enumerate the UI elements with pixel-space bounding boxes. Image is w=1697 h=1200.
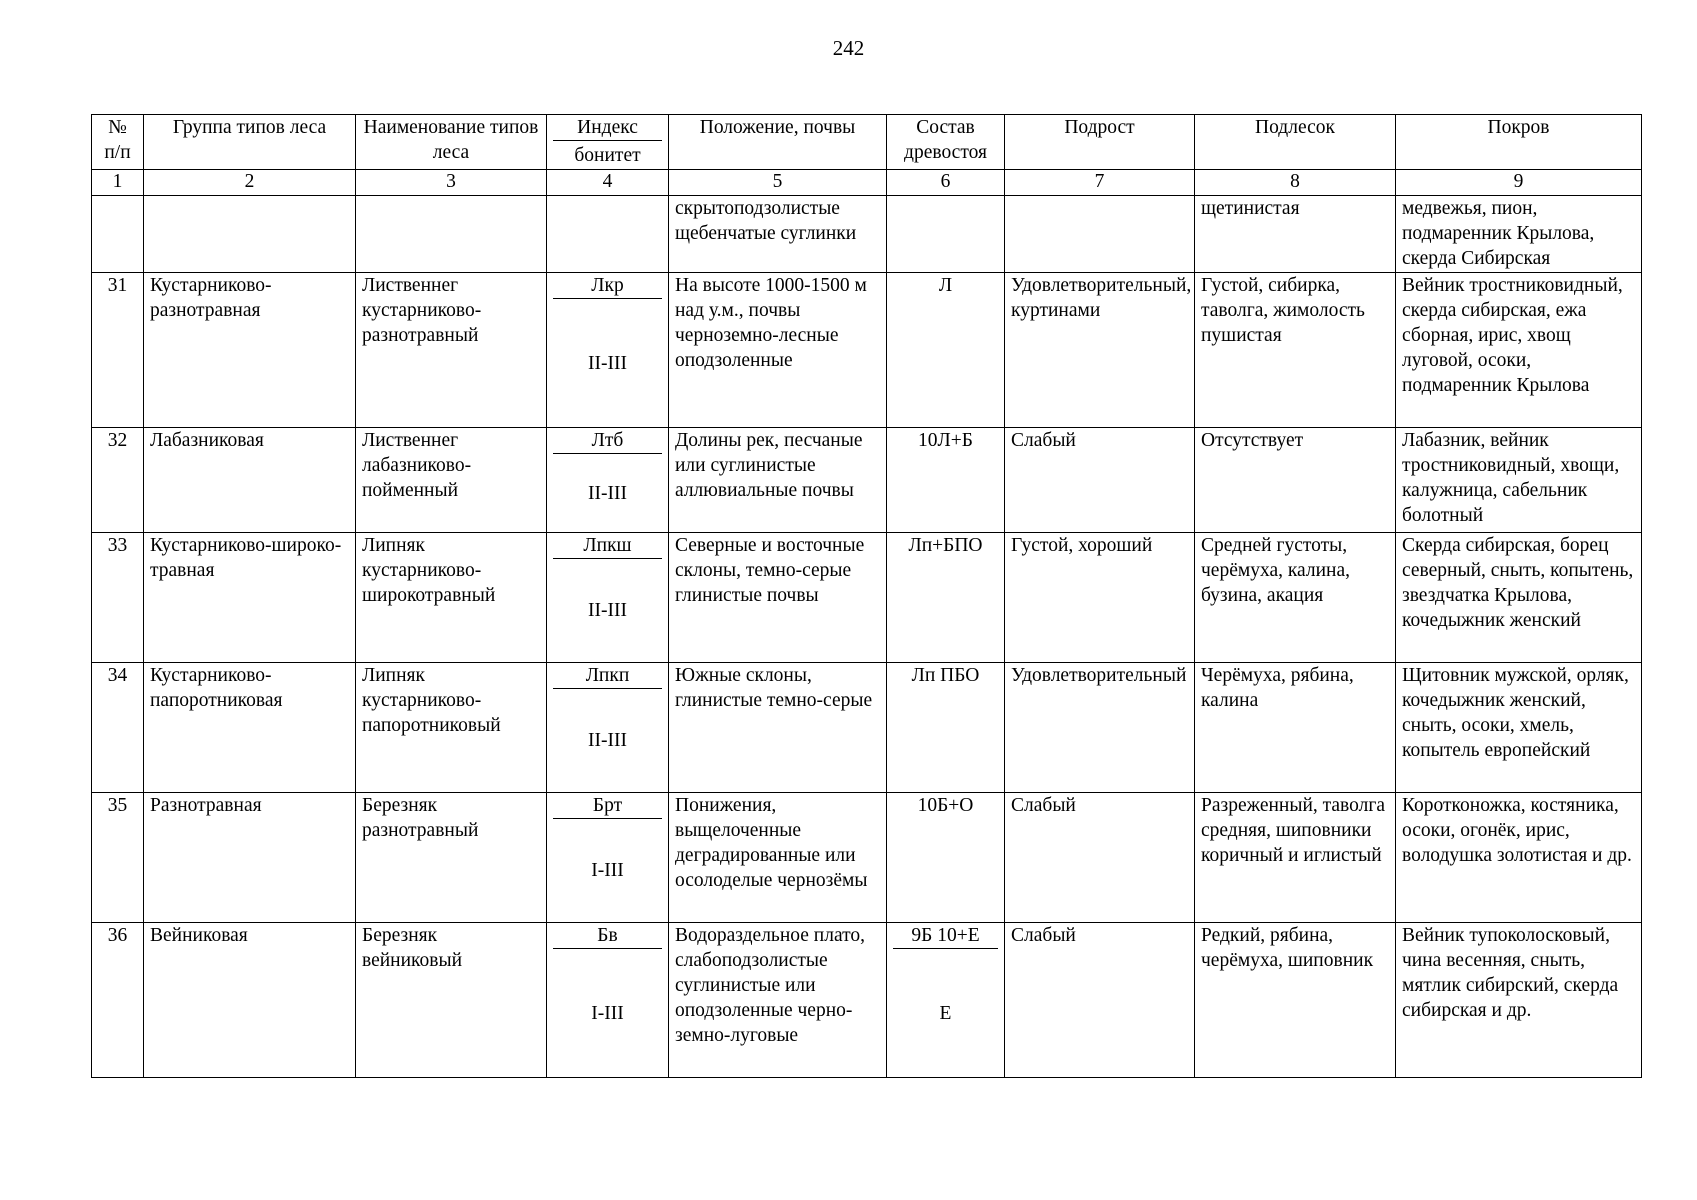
table-row — [92, 663, 1642, 793]
page-number: 242 — [832, 36, 865, 60]
cell-name: Липняк кустарниково-папоротниковый — [356, 663, 547, 793]
cell-cover: медвежья, пион, подмаренник Крылова, скерда Сибирская — [1396, 196, 1642, 273]
cell-undergrowth: Слабый — [1005, 793, 1195, 923]
cell-position: На высоте 1000-1500 м над у.м., почвы черноземно-лесные оподзоленные — [669, 273, 887, 428]
column-number: 6 — [887, 170, 1005, 196]
cell-name: Липняк кустарниково-широкотравный — [356, 533, 547, 663]
bonitet-value: I-III — [591, 860, 624, 881]
cell-cover: Щитовник мужской, орляк, кочедыжник женский, сныть, осоки, хмель, копытель европейский — [1396, 663, 1642, 793]
index-code: Лкр — [553, 273, 662, 299]
header-undergrowth: Подрост — [1005, 115, 1195, 170]
cell-position: Южные склоны, глинистые темно-серые — [669, 663, 887, 793]
table-row — [92, 923, 1642, 1078]
cell-cover: Скерда сибирская, борец северный, сныть, копытень, звездчатка Крылова, кочедыжник женский — [1396, 533, 1642, 663]
continuation-row — [92, 196, 1642, 273]
row-number: 31 — [92, 273, 144, 428]
cell-group: Вейниковая — [144, 923, 356, 1078]
column-number: 1 — [92, 170, 144, 196]
cell-underbrush: Разреженный, таволга средняя, шиповники коричный и иглистый — [1195, 793, 1396, 923]
column-number: 5 — [669, 170, 887, 196]
row-number: 32 — [92, 428, 144, 533]
cell-index — [547, 273, 669, 428]
bonitet-value: I-III — [591, 1002, 624, 1024]
cell-group: Кустарниково-разнотравная — [144, 273, 356, 428]
cell-empty — [144, 196, 356, 273]
cell-underbrush: Средней густоты, черёмуха, калина, бузина, акация — [1195, 533, 1396, 663]
cell-position: Северные и восточные склоны, темно-серые глинистые почвы — [669, 533, 887, 663]
cell-cover: Вейник тростниковидный, скерда сибирская, ежа сборная, ирис, хвощ луговой, осоки, подмаренник Крылова — [1396, 273, 1642, 428]
cell-index — [547, 923, 669, 1078]
forest-types-table — [91, 114, 1642, 1078]
index-code: Бв — [553, 923, 662, 949]
cell-underbrush: Отсутствует — [1195, 428, 1396, 533]
cell-empty — [547, 196, 669, 273]
header-name: Наименование типов леса — [356, 115, 547, 170]
bonitet-value: II-III — [588, 352, 627, 374]
header-bonitet: бонитет — [574, 144, 641, 166]
header-num: № п/п — [92, 115, 144, 170]
cell-group: Кустарниково-широко-травная — [144, 533, 356, 663]
cell-composition: Л — [887, 273, 1005, 428]
cell-empty — [887, 196, 1005, 273]
column-number: 9 — [1396, 170, 1642, 196]
header-underbrush: Подлесок — [1195, 115, 1396, 170]
cell-undergrowth: Удовлетворительный, куртинами — [1005, 273, 1195, 428]
cell-underbrush: Редкий, рябина, черёмуха, шиповник — [1195, 923, 1396, 1078]
cell-group: Лабазниковая — [144, 428, 356, 533]
bonitet-value: II-III — [588, 730, 627, 751]
cell-index — [547, 533, 669, 663]
cell-cover: Вейник тупоколосковый, чина весенняя, сныть, мятлик сибирский, скерда сибирская и др. — [1396, 923, 1642, 1078]
index-code: Лтб — [553, 428, 662, 454]
cell-underbrush: Густой, сибирка, таволга, жимолость пушистая — [1195, 273, 1396, 428]
cell-cover: Коротконожка, костяника, осоки, огонёк, ирис, володушка золотистая и др. — [1396, 793, 1642, 923]
cell-underbrush: щетинистая — [1195, 196, 1396, 273]
cell-name: Березняк вейниковый — [356, 923, 547, 1078]
cell-composition: 10Л+Б — [887, 428, 1005, 533]
cell-composition — [887, 923, 1005, 1078]
row-number: 35 — [92, 793, 144, 923]
header-group: Группа типов леса — [144, 115, 356, 170]
row-number: 36 — [92, 923, 144, 1078]
cell-undergrowth: Слабый — [1005, 923, 1195, 1078]
row-number: 34 — [92, 663, 144, 793]
cell-index — [547, 663, 669, 793]
column-number: 3 — [356, 170, 547, 196]
table-row — [92, 533, 1642, 663]
cell-position: Долины рек, песчаные или суглинистые аллювиальные почвы — [669, 428, 887, 533]
cell-composition: 10Б+О — [887, 793, 1005, 923]
cell-cover: Лабазник, вейник тростниковидный, хвощи, калужница, сабельник болотный — [1396, 428, 1642, 533]
column-number: 8 — [1195, 170, 1396, 196]
bonitet-value: II-III — [588, 482, 627, 504]
cell-undergrowth: Слабый — [1005, 428, 1195, 533]
cell-name: Березняк разнотравный — [356, 793, 547, 923]
cell-index — [547, 428, 669, 533]
header-index-cell — [547, 115, 669, 170]
header-composition: Состав древостоя — [887, 115, 1005, 170]
cell-name: Лиственнег кустарниково-разнотравный — [356, 273, 547, 428]
column-number: 2 — [144, 170, 356, 196]
column-number: 4 — [547, 170, 669, 196]
index-code: Лпкш — [553, 533, 662, 559]
composition-top: 9Б 10+Е — [893, 923, 998, 949]
header-index: Индекс — [553, 115, 662, 141]
column-number: 7 — [1005, 170, 1195, 196]
cell-name: Лиственнег лабазниково-пойменный — [356, 428, 547, 533]
cell-undergrowth: Густой, хороший — [1005, 533, 1195, 663]
cell-composition: Лп ПБО — [887, 663, 1005, 793]
header-cover: Покров — [1396, 115, 1642, 170]
header-row — [92, 115, 1642, 170]
table-row — [92, 273, 1642, 428]
cell-group: Кустарниково-папоротниковая — [144, 663, 356, 793]
row-number: 33 — [92, 533, 144, 663]
table-row — [92, 793, 1642, 923]
cell-position: скрытоподзолистые щебенчатые суглинки — [669, 196, 887, 273]
index-code: Лпкп — [553, 663, 662, 689]
cell-position: Понижения, выщелоченные деградированные или осолоделые чернозёмы — [669, 793, 887, 923]
cell-empty — [356, 196, 547, 273]
cell-empty — [1005, 196, 1195, 273]
composition-bottom: Е — [939, 1002, 952, 1024]
cell-group: Разнотравная — [144, 793, 356, 923]
table-row — [92, 428, 1642, 533]
cell-empty — [92, 196, 144, 273]
bonitet-value: II-III — [588, 600, 627, 621]
cell-index — [547, 793, 669, 923]
cell-underbrush: Черёмуха, рябина, калина — [1195, 663, 1396, 793]
cell-composition: Лп+БПО — [887, 533, 1005, 663]
index-code: Брт — [553, 793, 662, 819]
header-position: Положение, почвы — [669, 115, 887, 170]
cell-undergrowth: Удовлетворительный — [1005, 663, 1195, 793]
column-numbers-row — [92, 170, 1642, 196]
cell-position: Водораздельное плато, слабоподзолистые суглинистые или оподзоленные черно-земно-луговые — [669, 923, 887, 1078]
